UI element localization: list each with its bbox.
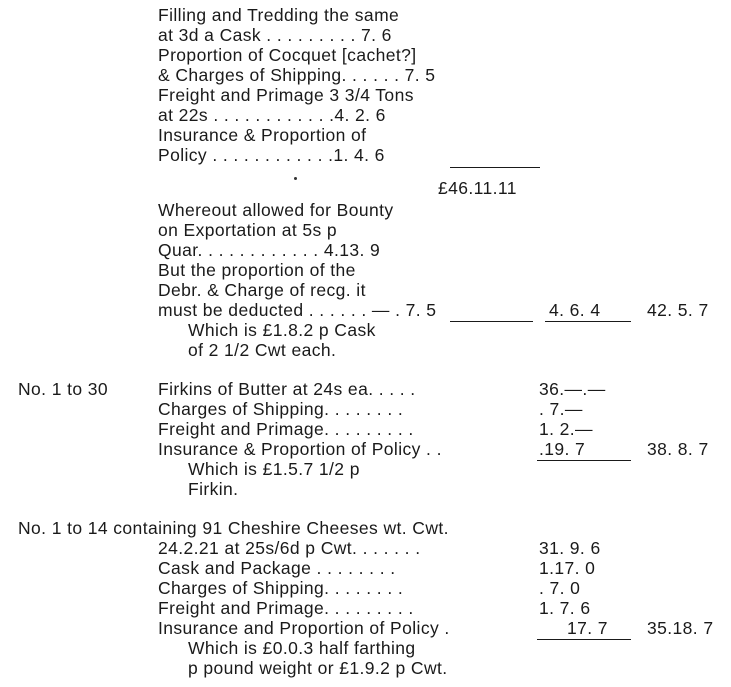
text-line: Debr. & Charge of recg. it xyxy=(158,280,366,300)
text-line: Insurance & Proportion of xyxy=(158,125,367,145)
item-heading-line: No. 1 to 14 containing 91 Cheshire Cheeses wt. Cwt. xyxy=(18,518,449,538)
text-line: must be deducted . . . . . . — . 7. 5 xyxy=(158,300,437,320)
total-amount: 35.18. 7 xyxy=(647,618,714,638)
text-line: Charges of Shipping. . . . . . . . xyxy=(158,578,404,598)
underline-rule xyxy=(450,321,533,322)
text-line: at 22s . . . . . . . . . . . .4. 2. 6 xyxy=(158,105,386,125)
amount-column-2: 4. 6. 4 xyxy=(549,300,601,320)
text-line: Cask and Package . . . . . . . . xyxy=(158,558,396,578)
amount: 1.17. 0 xyxy=(539,558,596,578)
total-amount: 38. 8. 7 xyxy=(647,439,709,459)
amount: 1. 7. 6 xyxy=(539,598,591,618)
text-line: Charges of Shipping. . . . . . . . xyxy=(158,399,404,419)
text-line: Whereout allowed for Bounty xyxy=(158,200,394,220)
text-line: Firkin. xyxy=(188,479,239,499)
text-line: Which is £1.8.2 p Cask xyxy=(188,320,376,340)
text-line: Quar. . . . . . . . . . . . 4.13. 9 xyxy=(158,240,381,260)
total-amount: 42. 5. 7 xyxy=(647,300,709,320)
text-line: But the proportion of the xyxy=(158,260,356,280)
text-line: Insurance & Proportion of Policy . . xyxy=(158,439,442,459)
text-line: Freight and Primage. . . . . . . . . xyxy=(158,598,414,618)
text-line: Which is £0.0.3 half farthing xyxy=(188,638,416,658)
text-line: Proportion of Cocquet [cachet?] xyxy=(158,45,417,65)
text-line: p pound weight or £1.9.2 p Cwt. xyxy=(188,658,448,678)
text-line: Filling and Tredding the same xyxy=(158,5,400,25)
item-number-label: No. 1 to 30 xyxy=(18,379,109,399)
text-line: Which is £1.5.7 1/2 p xyxy=(188,459,360,479)
underline-rule xyxy=(450,167,540,168)
amount: .19. 7 xyxy=(539,439,586,459)
text-line: on Exportation at 5s p xyxy=(158,220,338,240)
amount: 17. 7 xyxy=(567,618,608,638)
text-line: Freight and Primage. . . . . . . . . xyxy=(158,419,414,439)
amount: 31. 9. 6 xyxy=(539,538,601,558)
underline-rule xyxy=(537,460,631,461)
text-line: Freight and Primage 3 3/4 Tons xyxy=(158,85,414,105)
amount: . 7.— xyxy=(539,399,583,419)
subtotal-amount: £46.11.11 xyxy=(438,178,517,198)
text-line: Policy . . . . . . . . . . . .1. 4. 6 xyxy=(158,145,385,165)
amount: 1. 2.— xyxy=(539,419,593,439)
underline-rule xyxy=(537,639,631,640)
amount: . 7. 0 xyxy=(539,578,581,598)
text-line: & Charges of Shipping. . . . . . 7. 5 xyxy=(158,65,436,85)
amount: 36.—.— xyxy=(539,379,606,399)
text-line: 24.2.21 at 25s/6d p Cwt. . . . . . . xyxy=(158,538,421,558)
underline-rule xyxy=(545,321,631,322)
text-line: at 3d a Cask . . . . . . . . . 7. 6 xyxy=(158,25,392,45)
text-line: Insurance and Proportion of Policy . xyxy=(158,618,450,638)
text-line: of 2 1/2 Cwt each. xyxy=(188,340,337,360)
text-line: Firkins of Butter at 24s ea. . . . . xyxy=(158,379,416,399)
ink-speck xyxy=(294,177,297,180)
